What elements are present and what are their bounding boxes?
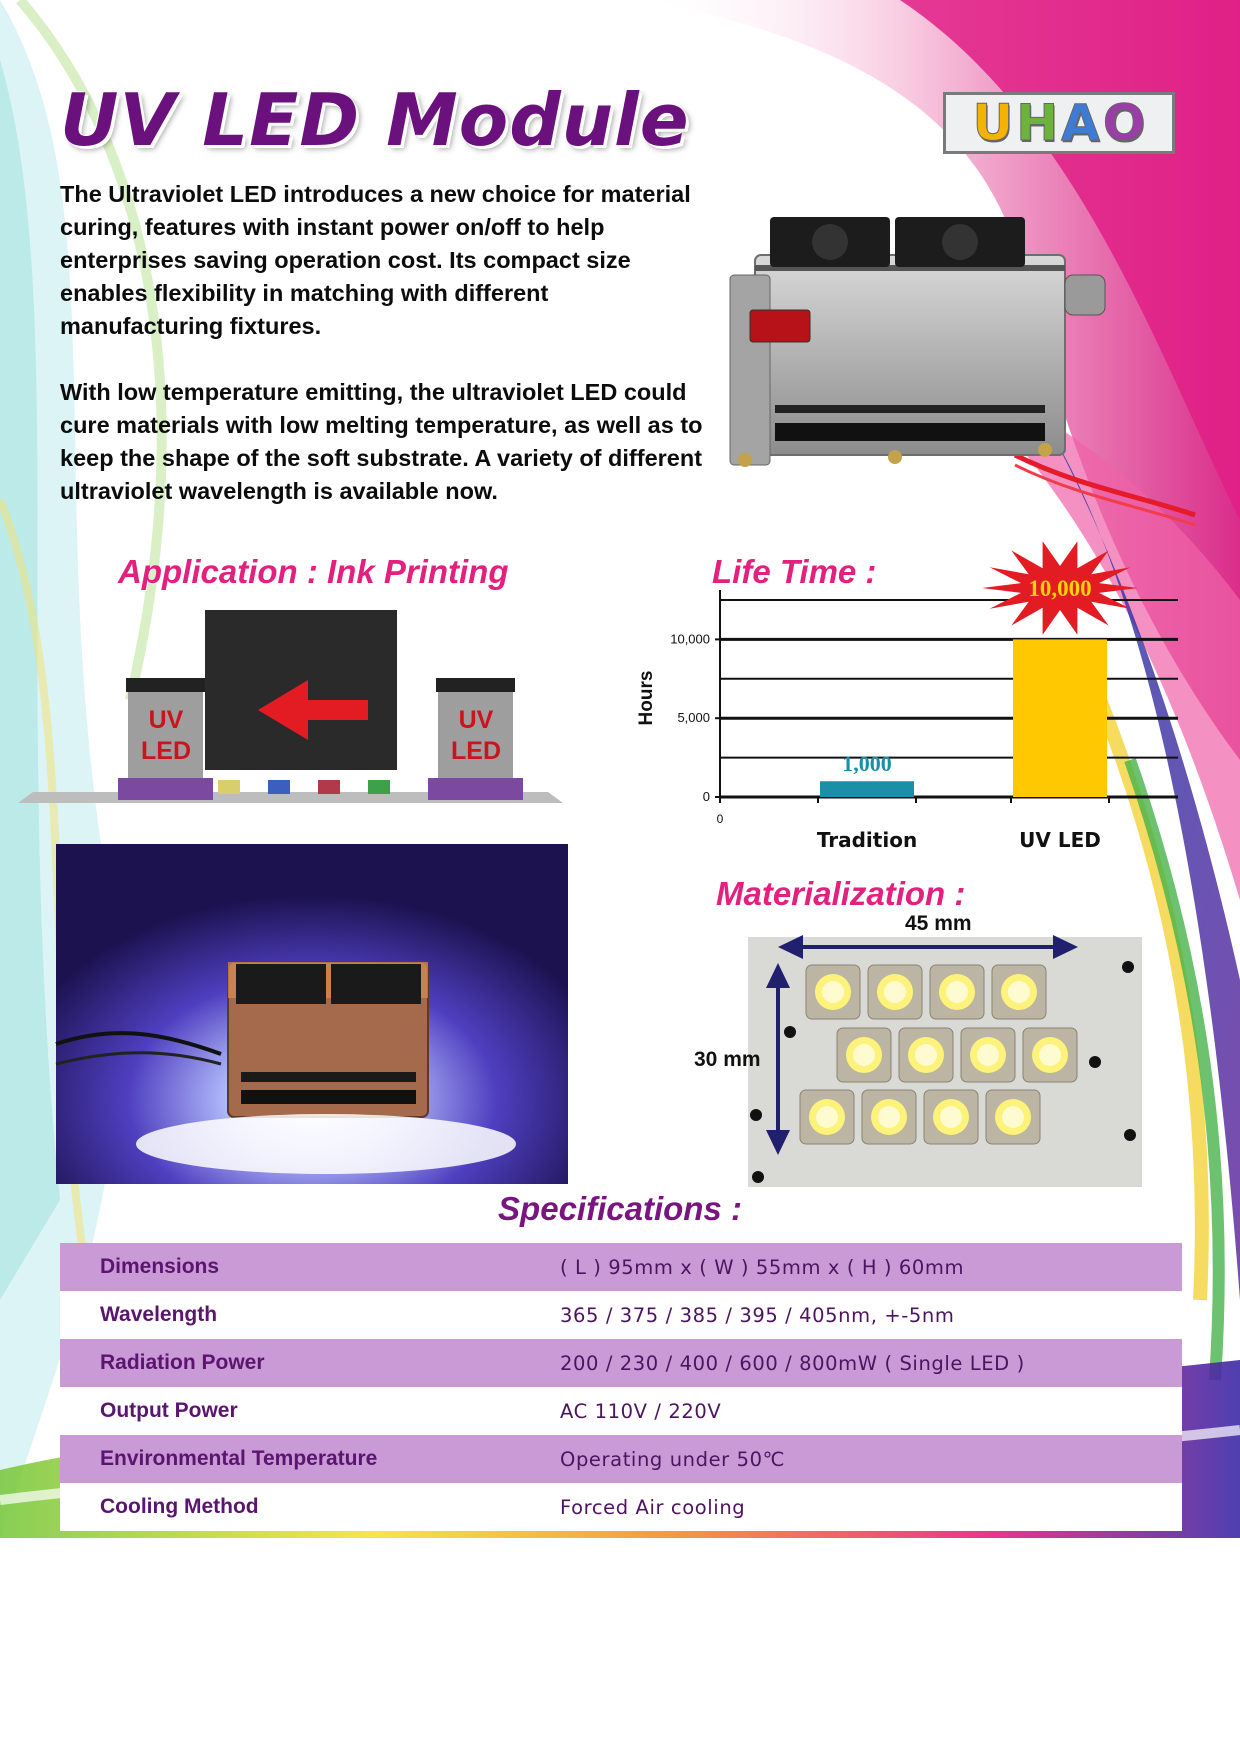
table-row bbox=[60, 1435, 1182, 1483]
logo-letter: H bbox=[1016, 94, 1059, 152]
spec-key: Dimensions bbox=[100, 1255, 220, 1278]
page-title: UV LED Module bbox=[60, 78, 690, 162]
bar bbox=[1013, 639, 1107, 797]
data-label: 10,000 bbox=[1028, 576, 1092, 601]
specifications-table bbox=[60, 1243, 1182, 1531]
table-row bbox=[60, 1483, 1182, 1531]
specifications-heading: Specifications : bbox=[498, 1190, 742, 1227]
intro-paragraph: The Ultraviolet LED introduces a new choice for material curing, features with instant power on/off to help enterprises saving operation cost. Its compact size enables flexibility in matching with different manufacturing fixtures. bbox=[60, 181, 691, 339]
x-tick-label: UV LED bbox=[1019, 828, 1101, 852]
spec-value: 365 / 375 / 385 / 395 / 405nm, +-5nm bbox=[560, 1303, 955, 1327]
spec-key: Cooling Method bbox=[100, 1495, 259, 1518]
mounting-hole bbox=[752, 1171, 764, 1183]
uv-led-label: UV bbox=[458, 706, 494, 734]
uv-led-label: LED bbox=[451, 737, 501, 765]
height-dimension-label: 30 mm bbox=[694, 1048, 761, 1071]
uv-led-label: LED bbox=[141, 737, 191, 765]
spec-key: Wavelength bbox=[100, 1303, 218, 1326]
intro-paragraph: With low temperature emitting, the ultraviolet LED could cure materials with low melting temperature, as well as to keep the shape of the soft substrate. A variety of different ultraviolet wavelength is available now. bbox=[60, 379, 703, 504]
dimension-arrows bbox=[748, 930, 1142, 1170]
spec-value: 200 / 230 / 400 / 600 / 800mW ( Single LED ) bbox=[560, 1351, 1025, 1375]
y-tick-label: 0 bbox=[702, 789, 710, 804]
spec-value: ( L ) 95mm x ( W ) 55mm x ( H ) 60mm bbox=[560, 1255, 965, 1279]
x-tick-label: Tradition bbox=[816, 828, 918, 852]
spec-value: Forced Air cooling bbox=[560, 1495, 746, 1519]
y-tick-label: 5,000 bbox=[677, 710, 710, 726]
spec-key: Environmental Temperature bbox=[100, 1447, 378, 1470]
table-row bbox=[60, 1387, 1182, 1435]
spec-key: Radiation Power bbox=[100, 1351, 265, 1374]
spec-key: Output Power bbox=[100, 1399, 238, 1422]
logo-letter: O bbox=[1102, 94, 1146, 152]
lifetime-heading: Life Time : bbox=[712, 553, 877, 590]
logo-letter: U bbox=[972, 94, 1014, 152]
intro-text bbox=[60, 178, 710, 541]
table-row bbox=[60, 1243, 1182, 1291]
product-photo bbox=[715, 195, 1195, 515]
table-row bbox=[60, 1291, 1182, 1339]
specifications-heading-wrap bbox=[0, 1190, 1240, 1228]
spec-value: Operating under 50℃ bbox=[560, 1447, 786, 1471]
bar bbox=[820, 781, 914, 797]
y-axis-label: Hours bbox=[636, 670, 657, 726]
y-tick-label: 10,000 bbox=[670, 631, 710, 647]
materialization-heading: Materialization : bbox=[716, 875, 966, 912]
brand-logo bbox=[943, 92, 1175, 154]
application-heading: Application : Ink Printing bbox=[118, 553, 509, 590]
spec-value: AC 110V / 220V bbox=[560, 1399, 722, 1423]
uv-curing-photo bbox=[56, 844, 568, 1184]
ink-printing-diagram bbox=[18, 610, 563, 805]
data-label: 1,000 bbox=[842, 751, 892, 777]
uv-led-label: UV bbox=[148, 706, 184, 734]
logo-letter: A bbox=[1061, 94, 1100, 152]
width-dimension-label: 45 mm bbox=[905, 912, 972, 935]
lifetime-chart bbox=[630, 576, 1190, 860]
x-origin-label: 0 bbox=[716, 812, 724, 826]
table-row bbox=[60, 1339, 1182, 1387]
